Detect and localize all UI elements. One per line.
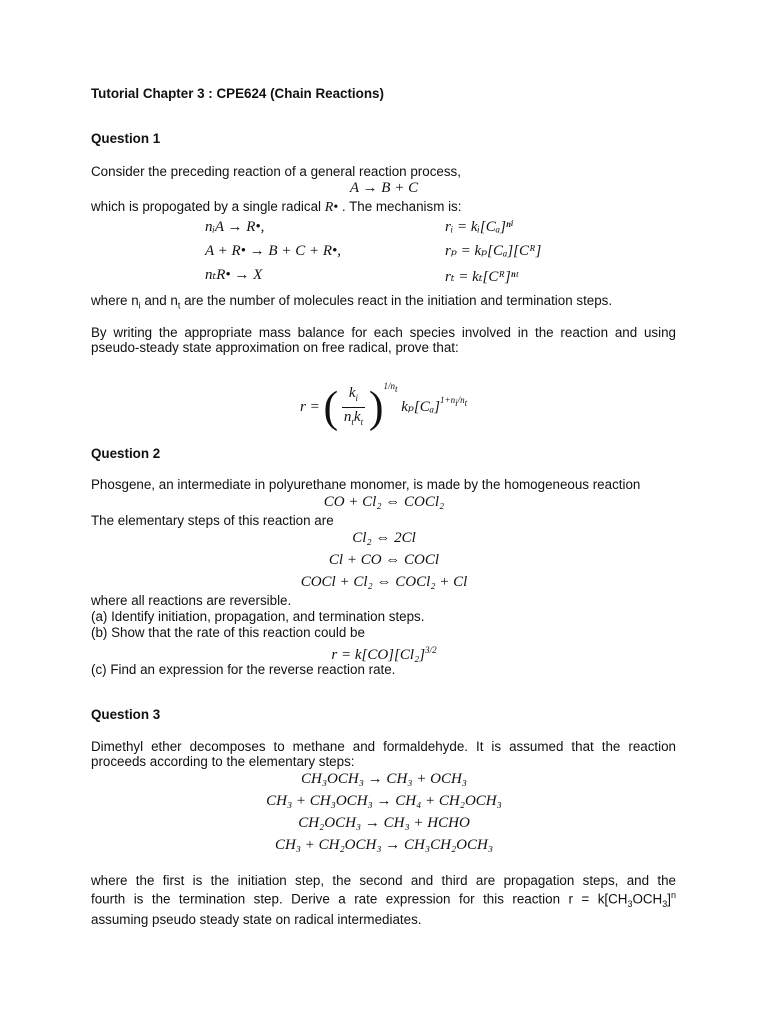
q1-rate-initiation: rᵢ = kᵢ[Cₐ]ⁿⁱ (445, 219, 514, 235)
q1-paragraph: By writing the appropriate mass balance for each species involved in the reaction and using pseudo-steady state approximation on free radical, prove that: (91, 325, 676, 355)
q3-step-2: CH₃ + CH₃OCH₃ → CH₄ + CH₂OCH₃ (266, 793, 502, 809)
q3-step-4: CH₃ + CH₂OCH₃ → CH₃CH₂OCH₃ (274, 837, 494, 853)
q3-heading: Question 3 (91, 707, 161, 722)
q2-heading: Question 2 (91, 446, 161, 461)
q1-rate-propagation: rₚ = kₚ[Cₐ][Cᴿ] (445, 243, 542, 259)
q1-heading: Question 1 (91, 131, 161, 146)
q1-radical-line: which is propogated by a single radical R• . The mechanism is: (91, 199, 462, 215)
q2-intro: Phosgene, an intermediate in polyurethane monomer, is made by the homogeneous reaction (91, 477, 641, 492)
q1-step-propagation: A + R• → B + C + R•, (205, 243, 342, 259)
q2-step-3: COCl + Cl₂ ⇔ COCl₂ + Cl (300, 574, 468, 590)
q2-part-c: (c) Find an expression for the reverse reaction rate. (91, 662, 396, 677)
q2-overall-reaction: CO + Cl₂ ⇔ COCl₂ (323, 494, 445, 510)
q2-part-b: (b) Show that the rate of this reaction could be (91, 625, 365, 640)
q1-step-termination: nₜR• → X (205, 267, 263, 283)
q2-step-1: Cl₂ ⇔ 2Cl (352, 530, 416, 546)
q2-reversible-note: where all reactions are reversible. (91, 593, 292, 608)
q1-overall-reaction: A → B + C (349, 180, 419, 196)
q1-step-initiation: nᵢA → R•, (205, 219, 265, 235)
q2-step-2: Cl + CO ⇔ COCl (328, 552, 440, 568)
document-title: Tutorial Chapter 3 : CPE624 (Chain Reactions) (91, 86, 384, 101)
radical-symbol: R• (324, 200, 339, 215)
ki-over-ntkt-fraction: $\frac{k_i}{n_tk_t}$ (343, 385, 364, 428)
q3-closing-paragraph: where the first is the initiation step, the second and third are propagation steps, and the fourth is the termination step. Derive a rate expression for this reaction $r = k[CH_3OCH_3]^n$ assuming pseudo steady state on radical intermediates. (91, 873, 676, 928)
q3-step-3: CH₂OCH₃ → CH₃ + HCHO (298, 815, 470, 831)
q1-where-line: where $n_i$ and $n_t$ are the number of molecules react in the initiation and termination steps. (91, 293, 613, 311)
q1-rate-termination: rₜ = kₜ[Cᴿ]ⁿᵗ (445, 269, 518, 285)
q3-step-1: CH₃OCH₃ → CH₃ + OCH₃ (301, 771, 467, 787)
q1-intro: Consider the preceding reaction of a general reaction process, (91, 164, 461, 179)
q2-steps-label: The elementary steps of this reaction are (91, 513, 334, 528)
q2-rate-expression: $r = k[CO][Cl_2]^{3/2}$ (331, 645, 437, 663)
q2-part-a: (a) Identify initiation, propagation, and termination steps. (91, 609, 425, 624)
q1-result-equation: r = ( $\frac{k_i}{n_tk_t}$ )$^{1/n_t}$ $k_p[C_a]^{1+n_i/n_t}$ (300, 381, 468, 432)
q3-intro: Dimethyl ether decomposes to methane and formaldehyde. It is assumed that the reaction proceeds according to the elementary steps: (91, 739, 676, 769)
